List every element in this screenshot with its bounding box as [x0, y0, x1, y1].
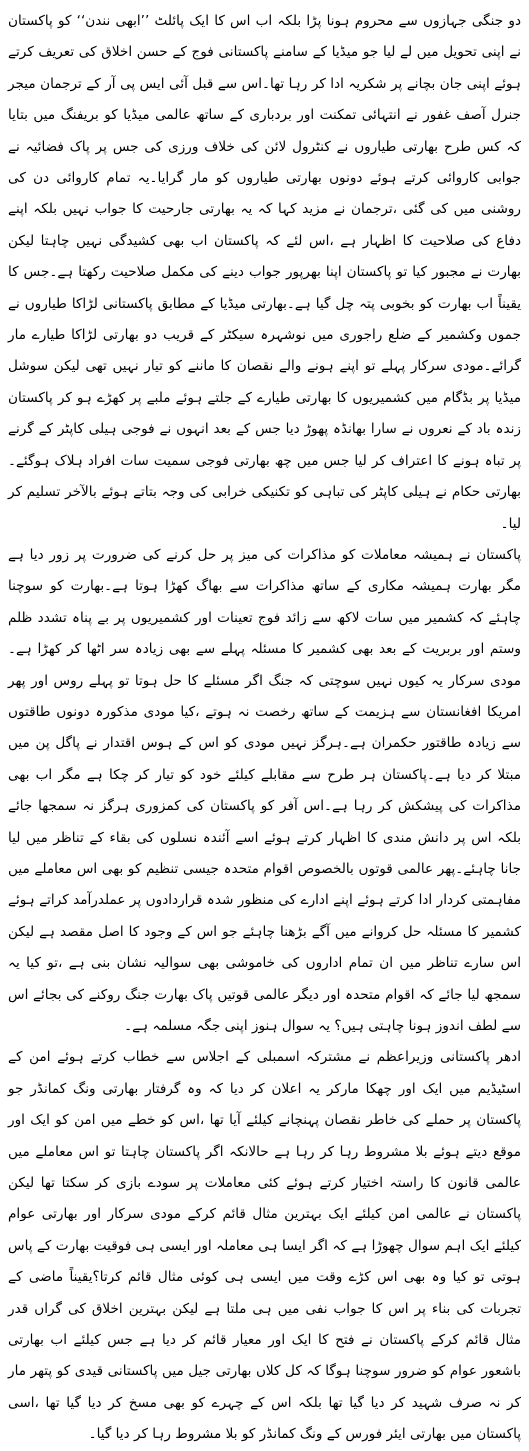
article-paragraph-3: ادھر پاکستانی وزیراعظم نے مشترکہ اسمبلی کے اجلاس سے خطاب کرتے ہوئے امن کے اسٹیڈیم میں ایک اور چھکا مارکر یہ اعلان کر دیا کہ وہ گرفتار بھارتی ونگ کمانڈر جو پاکستان پر حملے کی خاطر نقصان پہنچانے کیلئے آیا تھا ،اس کو خطے میں امن کو ایک اور موقع دیتے ہوئے بلا مشروط رہا کر رہا ہے حالانکہ اگر پاکستان چاہتا تو اس معاملے میں عالمی قانون کا راستہ اختیار کرتے ہوئے کئی معاملات پر سودے بازی کر سکتا تھا لیکن پاکستان نے عالمی امن کیلئے ایک بہترین مثال قائم کرکے مودی سرکار اور بھارتی عوام کیلئے ایک اہم سوال چھوڑا ہے کہ اگر ایسا ہی معاملہ اور ایسی ہی فوقیت بھارت کے پاس ہوتی تو کیا وہ بھی اس کڑے وقت میں ایسی ہی کوئی مثال قائم کرتا؟یقیناً ماضی کے تجربات کی بناء پر اس کا جواب نفی میں ہی ملتا ہے لیکن بہترین اخلاق کی گراں قدر مثال قائم کرکے پاکستان نے فتح کا ایک اور معیار قائم کر دیا ہے جس کیلئے اب بھارتی باشعور عوام کو ضرور سوچنا ہوگا کہ کل کلاں بھارتی جیل میں پاکستانی قیدی کو پتھر مار کر نہ صرف شہید کر دیا گیا تھا بلکہ اس کے چہرے کو بھی مسخ کر دیا گیا تھا ،اسی پاکستان میں بھارتی ایئر فورس کے ونگ کمانڈر کو بلا مشروط رہا کر دیا گیا۔ [8, 1049, 521, 1443]
article-paragraph-2: پاکستان نے ہمیشہ معاملات کو مذاکرات کی میز پر حل کرنے کی ضرورت پر زور دیا ہے مگر بھارت ہمیشہ مکاری کے ساتھ مذاکرات سے بھاگ کھڑا ہوتا ہے۔بھارت کو سوچنا چاہئے کہ کشمیر میں سات لاکھ سے زائد فوج تعینات اور کشمیریوں پر بے پناہ تشدد ظلم وستم اور بربریت کے بعد بھی کشمیر کا مسئلہ پہلے سے بھی زیادہ سر اٹھا کر کھڑا ہے۔مودی سرکار یہ کیوں نہیں سوچتی کہ جنگ اگر مسئلے کا حل ہوتا تو پہلے روس اور پھر امریکا افغانستان سے ہزیمت کے ساتھ رخصت نہ ہوتے ،کیا مودی مذکورہ دونوں طاقتوں سے زیادہ طاقتور حکمران ہے۔ہرگز نہیں مودی کو اس کے ہوس اقتدار نے پاگل پن میں مبتلا کر دیا ہے۔پاکستان ہر طرح سے مقابلے کیلئے خود کو تیار کر چکا ہے مگر اب بھی مذاکرات کی پیشکش کر رہا ہے۔اس آفر کو پاکستان کی کمزوری ہرگز نہ سمجھا جائے بلکہ اس پر دانش مندی کا اظہار کرتے ہوئے اسے آئندہ نسلوں کی بقاء کے تناظر میں لیا جانا چاہئے۔پھر عالمی قوتوں بالخصوص اقوام متحدہ جیسی تنظیم کو بھی اس معاملے میں مفاہمتی کردار ادا کرتے ہوئے اپنے ادارے کی منظور شدہ قراردادوں پر عملدرآمد کراتے ہوئے کشمیر کا مسئلہ حل کروانے میں آگے بڑھنا چاہئے جو اس کے وجود کا اصل مقصد ہے لیکن اس سارے تناظر میں ان تمام اداروں کی خاموشی بھی سوالیہ نشان بنی ہے ،تو کیا یہ سمجھ لیا جائے کہ اقوام متحدہ اور دیگر عالمی قوتیں پاک بھارت جنگ روکنے کی بجائے اس سے لطف اندوز ہونا چاہتی ہیں؟ یہ سوال ہنوز اپنی جگہ مسلمہ ہے۔ [8, 546, 521, 1034]
article-paragraph-1: دو جنگی جہازوں سے محروم ہونا پڑا بلکہ اب اس کا ایک پائلٹ ’’ابھی نندن‘‘ کو پاکستان نے اپنی تحویل میں لے لیا جو میڈیا کے سامنے پاکستانی فوج کے حسن اخلاق کی تعریف کرتے ہوئے اپنی جان بچانے پر شکریہ ادا کر رہا تھا۔اس سے قبل آئی ایس پی آر کے ترجمان میجر جنرل آصف غفور نے انتہائی تمکنت اور بردباری کے ساتھ عالمی میڈیا کو بریفنگ میں بتایا کہ کس طرح بھارتی طیاروں نے کنٹرول لائن کی خلاف ورزی کی جس پر پاک فضائیہ نے جوابی کاروائی کرتے ہوئے دونوں بھارتی طیاروں کو مار گرایا۔یہ تمام کاروائی دن کی روشنی میں کی گئی ،ترجمان نے مزید کہا کہ یہ بھارتی جارحیت کا جواب نہیں بلکہ اپنے دفاع کی صلاحیت کا اظہار ہے ،اس لئے کہ پاکستان اب بھی کشیدگی نہیں چاہتا لیکن بھارت نے مجبور کیا تو پاکستان اپنا بھرپور جواب دینے کی مکمل صلاحیت رکھتا ہے۔جس کا یقیناً اب بھارت کو بخوبی پتہ چل گیا ہے۔بھارتی میڈیا کے مطابق پاکستانی لڑاکا طیاروں نے جموں وکشمیر کے ضلع راجوری میں نوشہرہ سیکٹر کے قریب دو بھارتی لڑاکا طیارے مار گرائے۔مودی سرکار پہلے تو اپنے ہونے والے نقصان کا ماننے کو تیار نہیں تھی لیکن سوشل میڈیا پر بڈگام میں کشمیریوں کا بھارتی طیارے کے جلتے ہوئے ملبے پر کھڑے ہو کر پاکستان زندہ باد کے نعروں نے سارا بھانڈہ پھوڑ دیا جس کے بعد انہوں نے فوجی ہیلی کاپٹر کے گرنے پر تباہ ہونے کا اعتراف کر لیا جس میں چھ بھارتی فوجی سمیت سات افراد ہلاک ہوگئے۔بھارتی حکام نے ہیلی کاپٹر کی تباہی کو تکنیکی خرابی کی وجہ بتاتے ہوئے بالآخر تسلیم کر لیا۔ [8, 13, 521, 532]
